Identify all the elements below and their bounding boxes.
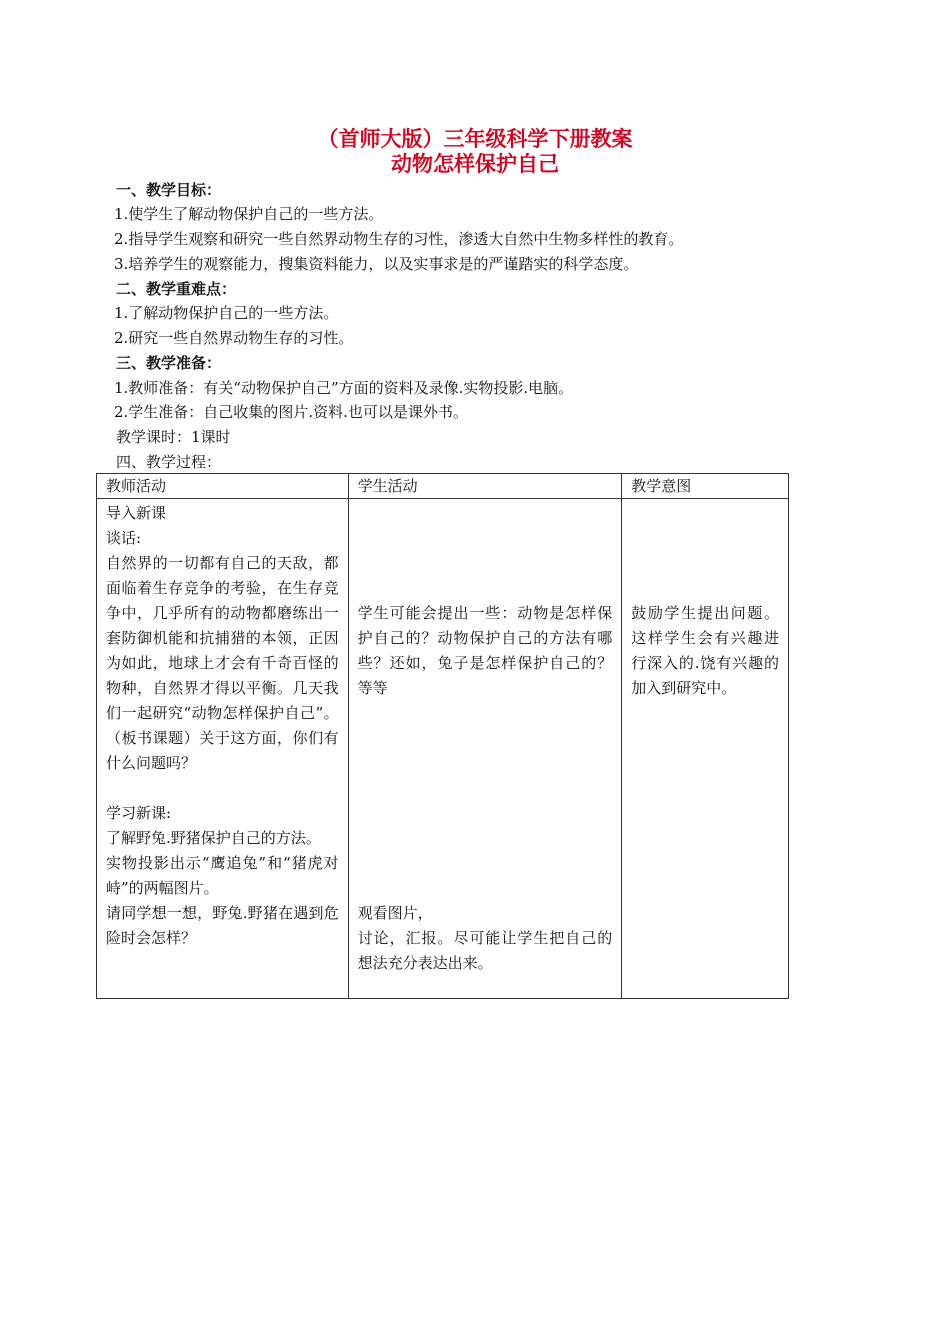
key-point-item: 1.了解动物保护自己的一些方法。: [114, 304, 339, 322]
new-lesson-line: 了解野兔.野猪保护自己的方法。: [106, 829, 321, 847]
section-heading-key-points: 二、教学重难点：: [116, 280, 237, 298]
teaching-intent-cell: [622, 499, 789, 999]
preparation-item: 1.教师准备：有关“动物保护自己”方面的资料及录像.实物投影.电脑。: [114, 379, 574, 397]
student-observe: 观看图片，: [357, 904, 433, 922]
key-point-item: 2.研究一些自然界动物生存的习性。: [114, 329, 354, 347]
intent-text: 鼓励学生提出问题。这样学生会有兴趣进行深入的.饶有兴趣的加入到研究中。: [631, 604, 779, 697]
intro-text: 自然界的一切都有自己的天敌，都面临着生存竞争的考验，在生存竞争中，几乎所有的动物都磨练出一套防御机能和抗捕猎的本领，正因为如此，地球上才会有千奇百怪的物种，自然界才得以平衡。几天我们一起研究“动物怎样保护自己”。（板书课题）关于这方面，你们有什么问题吗？: [106, 554, 339, 772]
header-student-activity: 学生活动: [348, 474, 622, 499]
teaching-process-table: [96, 473, 789, 999]
new-lesson-title: 学习新课:: [106, 804, 172, 822]
section-heading-preparation: 三、教学准备：: [116, 354, 222, 372]
class-hours: 教学课时：1课时: [116, 428, 231, 446]
preparation-item: 2.学生准备：自己收集的图片.资料.也可以是课外书。: [114, 403, 468, 421]
new-lesson-line: 请同学想一想，野兔.野猪在遇到危险时会怎样？: [106, 904, 339, 947]
objective-item: 3.培养学生的观察能力，搜集资料能力，以及实事求是的严谨踏实的科学态度。: [114, 255, 639, 273]
document-title: （首师大版）三年级科学下册教案: [317, 127, 633, 151]
header-teacher-activity: 教师活动: [97, 474, 349, 499]
new-lesson-line: 实物投影出示“鹰追兔”和“猪虎对峙”的两幅图片。: [106, 854, 339, 897]
section-heading-process: 四、教学过程：: [116, 453, 222, 471]
table-header-row: [97, 474, 789, 499]
talk-label: 谈话:: [106, 529, 142, 547]
document-subtitle: 动物怎样保护自己: [391, 152, 559, 176]
student-discuss: 讨论，汇报。尽可能让学生把自己的想法充分表达出来。: [357, 929, 613, 972]
table-row: [97, 499, 789, 999]
section-heading-objectives: 一、教学目标：: [116, 181, 222, 199]
student-activity-cell: [348, 499, 622, 999]
objective-item: 2.指导学生观察和研究一些自然界动物生存的习性，渗透大自然中生物多样性的教育。: [114, 230, 684, 248]
intro-title: 导入新课: [106, 504, 167, 522]
teacher-activity-cell: [97, 499, 349, 999]
student-questions: 学生可能会提出一些：动物是怎样保护自己的？动物保护自己的方法有哪些？还如，兔子是怎样保护自己的？等等: [357, 604, 613, 697]
objective-item: 1.使学生了解动物保护自己的一些方法。: [114, 205, 384, 223]
header-teaching-intent: 教学意图: [622, 474, 789, 499]
